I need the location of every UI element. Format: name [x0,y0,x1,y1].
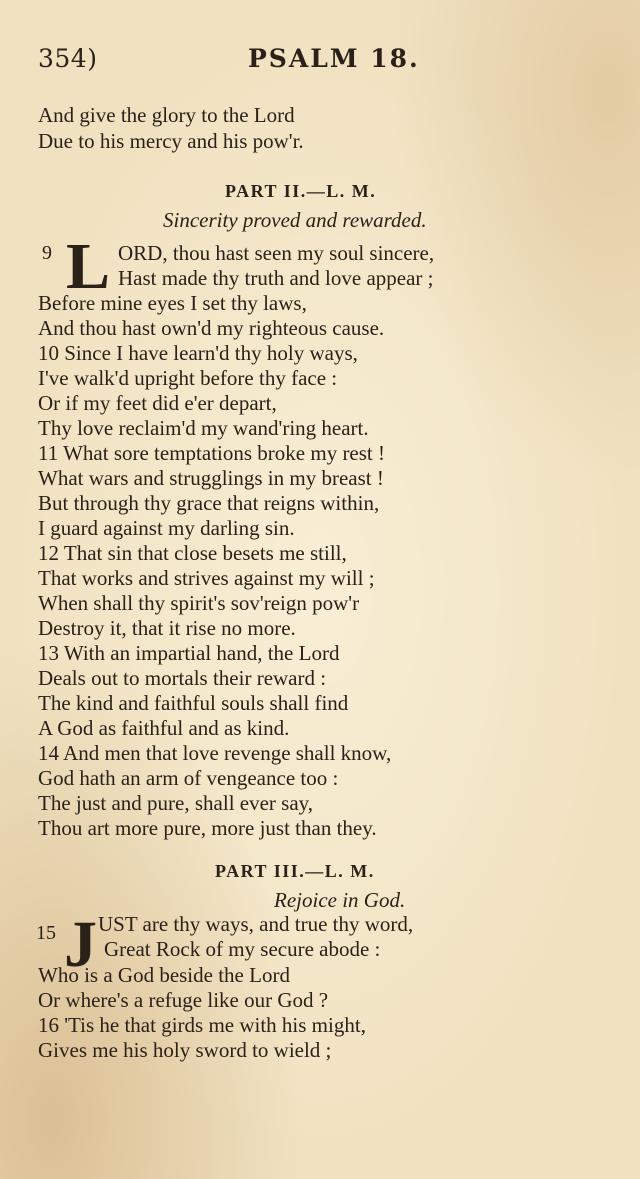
verse-line: 11 What sore temptations broke my rest ! [38,441,386,465]
verse-line: ORD, thou hast seen my soul sincere, [118,241,435,265]
verse-line: The kind and faithful souls shall find [38,691,349,715]
verse-line: Or if my feet did e'er depart, [38,391,277,415]
drop-cap: J [64,908,97,981]
verse-line: Great Rock of my secure abode : [104,937,381,961]
verse-line: Deals out to mortals their reward : [38,666,327,690]
verse-line: 13 With an impartial hand, the Lord [38,641,340,665]
verse-line: And thou hast own'd my righteous cause. [38,316,385,340]
verse-line: God hath an arm of vengeance too : [38,766,339,790]
verse-line: The just and pure, shall ever say, [38,791,314,815]
intro-line: And give the glory to the Lord [38,103,295,127]
page-number: 354) [38,44,98,73]
verse-line: Who is a God beside the Lord [38,963,290,987]
verse-line: What wars and strugglings in my breast ! [38,466,384,490]
verse-line: 10 Since I have learn'd thy holy ways, [38,341,358,365]
part-3-heading: PART III.—L. M. [215,861,375,881]
drop-cap: L [66,230,111,303]
part-2-heading: PART II.—L. M. [225,181,377,201]
verse-line: A God as faithful and as kind. [38,716,290,740]
verse-line: That works and strives against my will ; [38,566,375,590]
intro-line: Due to his mercy and his pow'r. [38,129,304,153]
verse-line: 14 And men that love revenge shall know, [38,741,392,765]
verse-line: Thou art more pure, more just than they. [38,816,377,840]
page-header [38,44,433,84]
verse-number: 15 [36,922,56,944]
verse-line: 16 'Tis he that girds me with his might, [38,1013,366,1037]
verse-line: Thy love reclaim'd my wand'ring heart. [38,416,369,440]
verse-line: UST are thy ways, and true thy word, [98,912,414,936]
verse-line: 12 That sin that close besets me still, [38,541,347,565]
part-3-subtitle: Rejoice in God. [274,888,406,912]
verse-line: Gives me his holy sword to wield ; [38,1038,332,1062]
verse-line: Or where's a refuge like our God ? [38,988,329,1012]
verse-line: I've walk'd upright before thy face : [38,366,338,390]
running-title: PSALM 18. [248,44,420,73]
verse-line: Destroy it, that it rise no more. [38,616,296,640]
part-2-subtitle: Sincerity proved and rewarded. [163,208,427,232]
verse-line: But through thy grace that reigns within, [38,491,380,515]
verse-line: When shall thy spirit's sov'reign pow'r [38,591,360,615]
verse-line: Before mine eyes I set thy laws, [38,291,307,315]
verse-line: Hast made thy truth and love appear ; [118,266,434,290]
verse-number: 9 [42,242,52,264]
verse-line: I guard against my darling sin. [38,516,295,540]
